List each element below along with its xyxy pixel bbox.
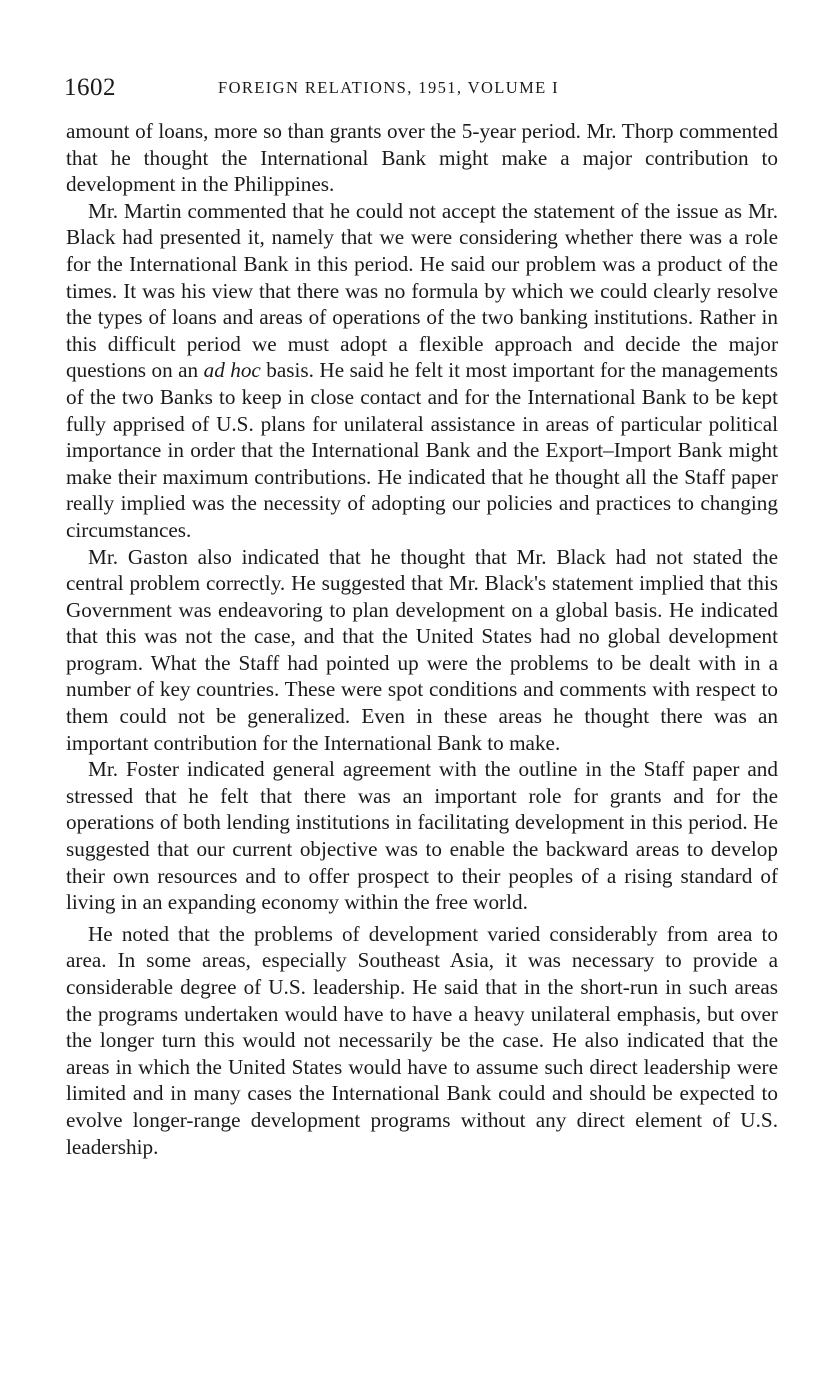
page-number: 1602 <box>64 74 116 101</box>
paragraph-martin <box>66 198 778 544</box>
running-head-title: FOREIGN RELATIONS, 1951, VOLUME I <box>218 78 560 97</box>
paragraph-martin-text-after: basis. He said he felt it most important for the managements of the two Banks to keep in close contact and for the International Bank to be kept fully apprised of U.S. plans for unilateral assistance in areas of particular political importance in order that the International Bank and the Export–Import Bank might make their maximum contributions. He indicated that he thought all the Staff paper really implied was the necessity of adopting our policies and practices to changing circumstances. <box>66 358 778 542</box>
paragraph-foster: Mr. Foster indicated general agreement with the outline in the Staff paper and stressed that he felt that there was an important role for grants and for the operations of both lending institutions in facilitating development in this period. He suggested that our current objective was to enable the backward areas to develop their own resources and to offer prospect to their peoples of a rising standard of living in an expanding economy within the free world. <box>66 757 778 915</box>
paragraph-martin-text-before: Mr. Martin commented that he could not accept the statement of the issue as Mr. Black had presented it, namely that we were considering whether there was a role for the International Bank in this period. He said our problem was a product of the times. It was his view that there was no formula by which we could clearly resolve the types of loans and areas of operations of the two banking institutions. Rather in this difficult period we must adopt a flexible approach and decide the major questions on an <box>66 198 778 383</box>
body-text <box>66 118 778 1160</box>
paragraph-development: He noted that the problems of development varied considerably from area to area. In some areas, especially Southeast Asia, it was necessary to provide a considerable degree of U.S. leadership. He said that in the short-run in such areas the programs undertaken would have to have a heavy unilateral emphasis, but over the longer turn this would not necessarily be the case. He also indicated that the areas in which the United States would have to assume such direct leadership were limited and in many cases the International Bank could and should be expected to evolve longer-range development programs without any direct element of U.S. leadership. <box>66 921 778 1159</box>
paragraph-martin-italic: ad hoc <box>203 358 261 383</box>
running-head <box>64 74 784 104</box>
paragraph-continued: amount of loans, more so than grants over the 5-year period. Mr. Thorp commented that he thought the International Bank might make a major contribution to development in the Philippines. <box>66 119 778 197</box>
paragraph-gaston: Mr. Gaston also indicated that he thought that Mr. Black had not stated the central problem correctly. He suggested that Mr. Black's statement implied that this Government was endeavoring to plan development on a global basis. He indicated that this was not the case, and that the United States had no global development program. What the Staff had pointed up were the problems to be dealt with in a number of key countries. These were spot conditions and comments with respect to them could not be generalized. Even in these areas he thought there was an important contribution for the International Bank to make. <box>66 544 778 755</box>
